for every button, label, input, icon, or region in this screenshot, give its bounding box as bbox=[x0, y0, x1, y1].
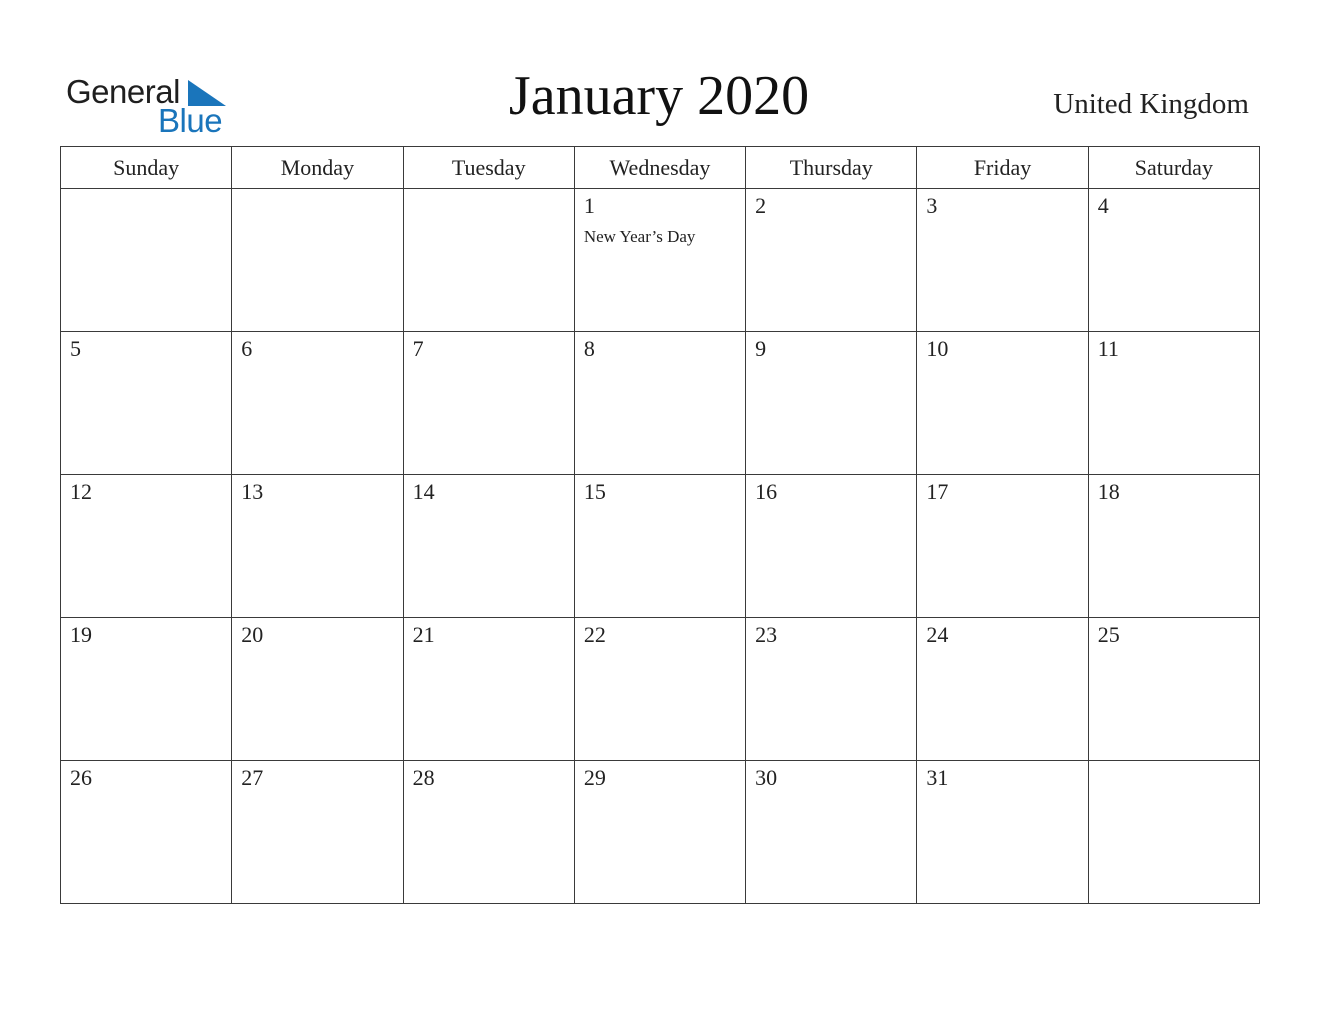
day-number: 9 bbox=[755, 336, 767, 361]
day-number: 7 bbox=[412, 336, 424, 361]
day-cell bbox=[61, 189, 232, 332]
day-cell bbox=[232, 618, 403, 761]
week-row bbox=[61, 332, 1260, 475]
day-cell bbox=[232, 761, 403, 904]
holiday-label: New Year’s Day bbox=[583, 227, 696, 246]
day-cell bbox=[574, 761, 745, 904]
day-number: 23 bbox=[755, 622, 778, 647]
day-cell bbox=[61, 475, 232, 618]
day-cell bbox=[746, 475, 917, 618]
weekday-header: Sunday bbox=[61, 147, 232, 189]
weekday-header: Tuesday bbox=[403, 147, 574, 189]
day-number: 25 bbox=[1097, 622, 1120, 647]
day-number: 31 bbox=[926, 765, 949, 790]
day-number bbox=[404, 189, 574, 194]
day-number: 22 bbox=[583, 622, 606, 647]
day-cell bbox=[746, 332, 917, 475]
day-number: 19 bbox=[70, 622, 92, 647]
day-cell bbox=[1088, 761, 1259, 904]
weekday-header: Saturday bbox=[1088, 147, 1259, 189]
day-number: 28 bbox=[412, 765, 435, 790]
week-row bbox=[61, 475, 1260, 618]
day-number bbox=[61, 189, 231, 194]
day-number: 18 bbox=[1097, 479, 1120, 504]
weekday-header: Monday bbox=[232, 147, 403, 189]
day-cell bbox=[61, 618, 232, 761]
day-cell bbox=[746, 618, 917, 761]
day-cell bbox=[403, 618, 574, 761]
day-cell bbox=[1088, 332, 1259, 475]
day-number: 6 bbox=[241, 336, 253, 361]
day-number: 11 bbox=[1097, 336, 1119, 361]
logo-text-general: General bbox=[66, 73, 180, 110]
day-cell bbox=[917, 475, 1088, 618]
day-number bbox=[232, 189, 402, 194]
day-cell bbox=[574, 189, 745, 332]
day-cell bbox=[403, 189, 574, 332]
day-number: 1 bbox=[583, 193, 595, 218]
day-cell bbox=[746, 189, 917, 332]
day-cell bbox=[403, 475, 574, 618]
day-cell bbox=[1088, 189, 1259, 332]
day-cell bbox=[232, 189, 403, 332]
day-cell bbox=[1088, 475, 1259, 618]
day-number: 29 bbox=[583, 765, 606, 790]
day-number: 3 bbox=[926, 193, 938, 218]
day-cell bbox=[574, 332, 745, 475]
day-number: 2 bbox=[755, 193, 767, 218]
day-cell bbox=[574, 618, 745, 761]
day-cell bbox=[61, 332, 232, 475]
day-cell bbox=[917, 618, 1088, 761]
day-cell bbox=[1088, 618, 1259, 761]
day-number bbox=[1089, 761, 1259, 766]
day-number: 12 bbox=[70, 479, 92, 504]
day-number: 21 bbox=[412, 622, 435, 647]
day-cell bbox=[232, 475, 403, 618]
day-cell bbox=[232, 332, 403, 475]
day-cell bbox=[917, 761, 1088, 904]
day-number: 4 bbox=[1097, 193, 1109, 218]
weekday-header: Friday bbox=[917, 147, 1088, 189]
logo-text-blue: Blue bbox=[158, 102, 223, 139]
day-cell bbox=[746, 761, 917, 904]
day-cell bbox=[917, 332, 1088, 475]
day-cell bbox=[403, 761, 574, 904]
day-number: 5 bbox=[70, 336, 81, 361]
weekday-header-row bbox=[61, 147, 1260, 189]
month-calendar-grid bbox=[60, 146, 1260, 904]
day-cell bbox=[403, 332, 574, 475]
day-cell bbox=[61, 761, 232, 904]
day-number: 30 bbox=[755, 765, 778, 790]
day-number: 17 bbox=[926, 479, 949, 504]
day-number: 24 bbox=[926, 622, 949, 647]
day-number: 26 bbox=[70, 765, 92, 790]
day-number: 15 bbox=[583, 479, 606, 504]
day-cell bbox=[574, 475, 745, 618]
month-year-title: January 2020 bbox=[508, 65, 810, 127]
weekday-header: Thursday bbox=[746, 147, 917, 189]
day-number: 10 bbox=[926, 336, 949, 361]
day-number: 20 bbox=[241, 622, 264, 647]
week-row bbox=[61, 189, 1260, 332]
day-number: 16 bbox=[755, 479, 778, 504]
week-row bbox=[61, 618, 1260, 761]
day-number: 27 bbox=[241, 765, 264, 790]
week-row bbox=[61, 761, 1260, 904]
day-number: 13 bbox=[241, 479, 264, 504]
weekday-header: Wednesday bbox=[574, 147, 745, 189]
day-number: 14 bbox=[412, 479, 435, 504]
day-number: 8 bbox=[583, 336, 595, 361]
day-cell bbox=[917, 189, 1088, 332]
country-label: United Kingdom bbox=[1053, 88, 1249, 120]
